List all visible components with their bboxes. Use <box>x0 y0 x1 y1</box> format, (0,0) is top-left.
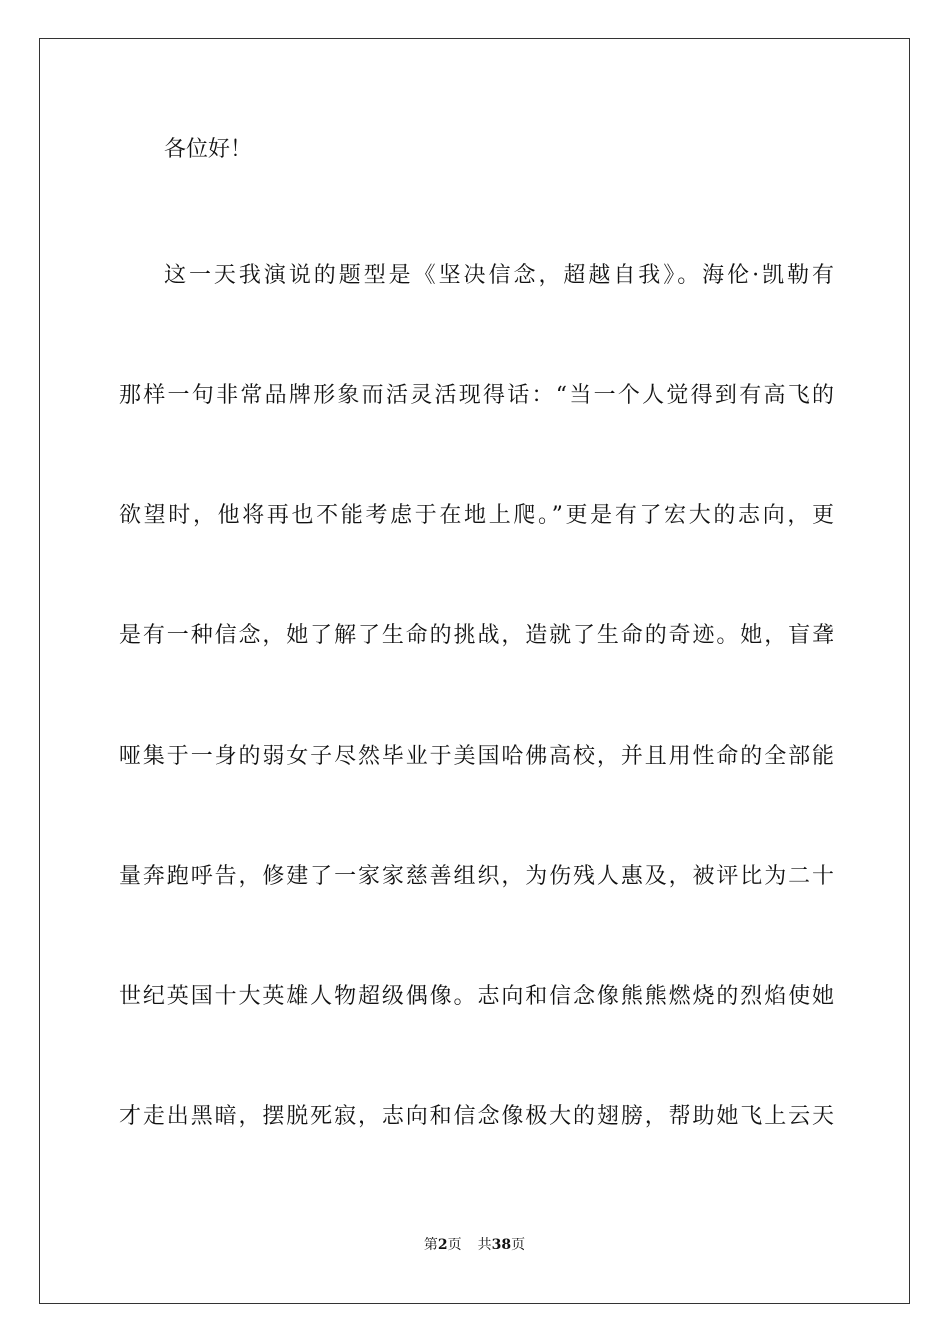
paragraph-line-4: 是有一种信念，她了解了生命的挑战，造就了生命的奇迹。她，盲聋 <box>119 623 834 648</box>
paragraph-line-3: 欲望时，他将再也不能考虑于在地上爬。”更是有了宏大的志向，更 <box>119 503 834 528</box>
page-prefix: 第 <box>423 1237 438 1253</box>
paragraph-line-8: 才走出黑暗，摆脱死寂，志向和信念像极大的翅膀，帮助她飞上云天 <box>119 1104 834 1129</box>
document-page <box>39 38 910 1304</box>
greeting-line: 各位好！ <box>164 137 253 162</box>
paragraph-line-5: 哑集于一身的弱女子尽然毕业于美国哈佛高校，并且用性命的全部能 <box>119 744 834 769</box>
paragraph-line-1: 这一天我演说的题型是《坚决信念，超越自我》。海伦·凯勒有 <box>164 263 834 288</box>
paragraph-line-6: 量奔跑呼告，修建了一家家慈善组织，为伤残人惠及，被评比为二十 <box>119 864 834 889</box>
page-number: 2 <box>437 1237 448 1253</box>
page-footer <box>40 1235 909 1255</box>
page-suffix: 页 <box>447 1237 462 1253</box>
total-prefix: 共 <box>477 1237 492 1253</box>
paragraph-line-7: 世纪英国十大英雄人物超级偶像。志向和信念像熊熊燃烧的烈焰使她 <box>119 984 834 1009</box>
total-suffix: 页 <box>511 1237 526 1253</box>
paragraph-line-2: 那样一句非常品牌形象而活灵活现得话：“当一个人觉得到有高飞的 <box>119 383 834 408</box>
total-pages: 38 <box>491 1237 512 1253</box>
